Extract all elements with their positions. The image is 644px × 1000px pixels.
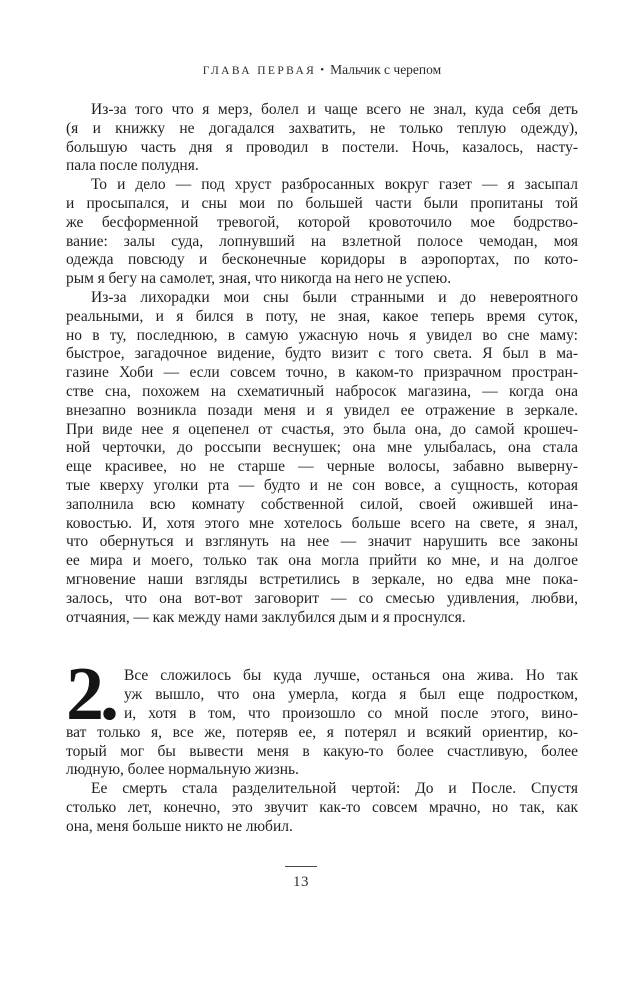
paragraph <box>66 101 578 176</box>
text-line: но в ту, последнюю, в самую ужасную ночь я увидел во сне маму: <box>66 326 578 344</box>
text-line: реальными, и я бился в поту, не зная, какое теперь время суток, <box>66 307 578 325</box>
chapter-label: ГЛАВА ПЕРВАЯ <box>202 65 317 77</box>
chapter-title: Мальчик с черепом <box>330 62 442 77</box>
text-line: При виде нее я оцепенел от счастья, это была она, до самой крошеч- <box>66 420 578 438</box>
running-head <box>66 62 578 79</box>
text-line: То и дело — под хруст разбросанных вокруг газет — я засыпал <box>91 176 578 194</box>
text-line: мгновение наши взгляды встретились в зеркале, но едва мне пока- <box>66 570 578 588</box>
separator-bullet: • <box>320 64 325 76</box>
text-line: стве сна, похожем на схематичный набросок магазина, — когда она <box>66 382 578 400</box>
text-line: одежда повсюду и бесконечные коридоры в аэропортах, по кото- <box>66 251 578 269</box>
body-text <box>66 101 578 836</box>
text-line: газине Хоби — если совсем точно, в каком-то призрачном простран- <box>66 364 578 382</box>
text-line: столько лет, конечно, это звучит как-то совсем мрачно, но так, как <box>66 798 578 816</box>
text-line: еще красивее, но не старше — черные волосы, забавно выверну- <box>66 458 578 476</box>
section-break <box>66 627 578 667</box>
paragraph <box>66 289 578 627</box>
text-line: Все сложилось бы куда лучше, останься она жива. Но так <box>124 667 578 685</box>
paragraph <box>66 780 578 836</box>
text-line: ее мира и моего, только так она могла прийти ко мне, и на долгое <box>66 552 578 570</box>
drop-cap-numeral: 2. <box>66 652 115 737</box>
paragraph <box>66 652 578 780</box>
text-line: рым я бегу на самолет, зная, что никогда на него не успею. <box>66 270 452 288</box>
text-line: заполнила всю комнату собственной силой, своей ожившей ина- <box>66 495 578 513</box>
paragraph <box>66 176 578 289</box>
text-line: внезапно возникла позади меня и я увидел ее отражение в зеркале. <box>66 401 578 419</box>
text-line: быстрое, загадочное видение, будто визит с того света. Я был в ма- <box>66 345 578 363</box>
page-number: 13 <box>293 874 309 891</box>
text-line: уж вышло, что она умерла, когда я был еще подростком, <box>124 686 578 704</box>
text-line: отчаяния, — как между нами заклубился дым и я проснулся. <box>66 608 466 626</box>
text-line: Из-за лихорадки мои сны были странными и до невероятного <box>91 288 578 306</box>
text-line: ной черточки, до россыпи веснушек; она мне улыбалась, она стала <box>66 439 578 457</box>
text-line: залось, что она вот-вот заговорит — со смесью удивления, любви, <box>66 589 578 607</box>
text-line: она, меня больше никто не любил. <box>66 817 293 835</box>
text-line: вание: залы суда, лопнувший на взлетной полосе чемодан, моя <box>66 232 578 250</box>
text-line: пала после полудня. <box>66 157 199 175</box>
text-line: Ее смерть стала разделительной чертой: До и После. Спустя <box>91 780 578 798</box>
text-line: тые кверху уголки рта — будто и не сон вовсе, а сущность, которая <box>66 476 578 494</box>
footer-rule <box>285 866 317 867</box>
text-line: ват только я, все же, потеряв ее, я потерял и всякий ориентир, ко- <box>66 723 578 741</box>
text-line: и, хотя в том, что произошло со мной после этого, вино- <box>124 704 578 722</box>
text-line: людную, более нормальную жизнь. <box>66 761 299 779</box>
page-footer <box>45 866 557 891</box>
text-line: Из-за того что я мерз, болел и чаще всего не знал, куда себя деть <box>91 101 578 118</box>
text-line: что обернуться и взглянуть на нее — значит нарушить все законы <box>66 533 578 551</box>
text-line: же бесформенной тревогой, которой кровоточило мое бодрство- <box>66 213 578 231</box>
text-line: и просыпался, и сны мои по большей части были пропитаны той <box>66 194 578 212</box>
text-line: большую часть дня я проводил в постели. Ночь, казалось, насту- <box>66 138 578 156</box>
text-line: (я и книжку не догадался захватить, не только теплую одежду), <box>66 119 578 137</box>
text-line: ковостью. И, хотя этого мне хотелось больше всего на свете, я знал, <box>66 514 578 532</box>
text-line: торый мог бы вывести меня в какую-то более счастливую, более <box>66 742 578 760</box>
